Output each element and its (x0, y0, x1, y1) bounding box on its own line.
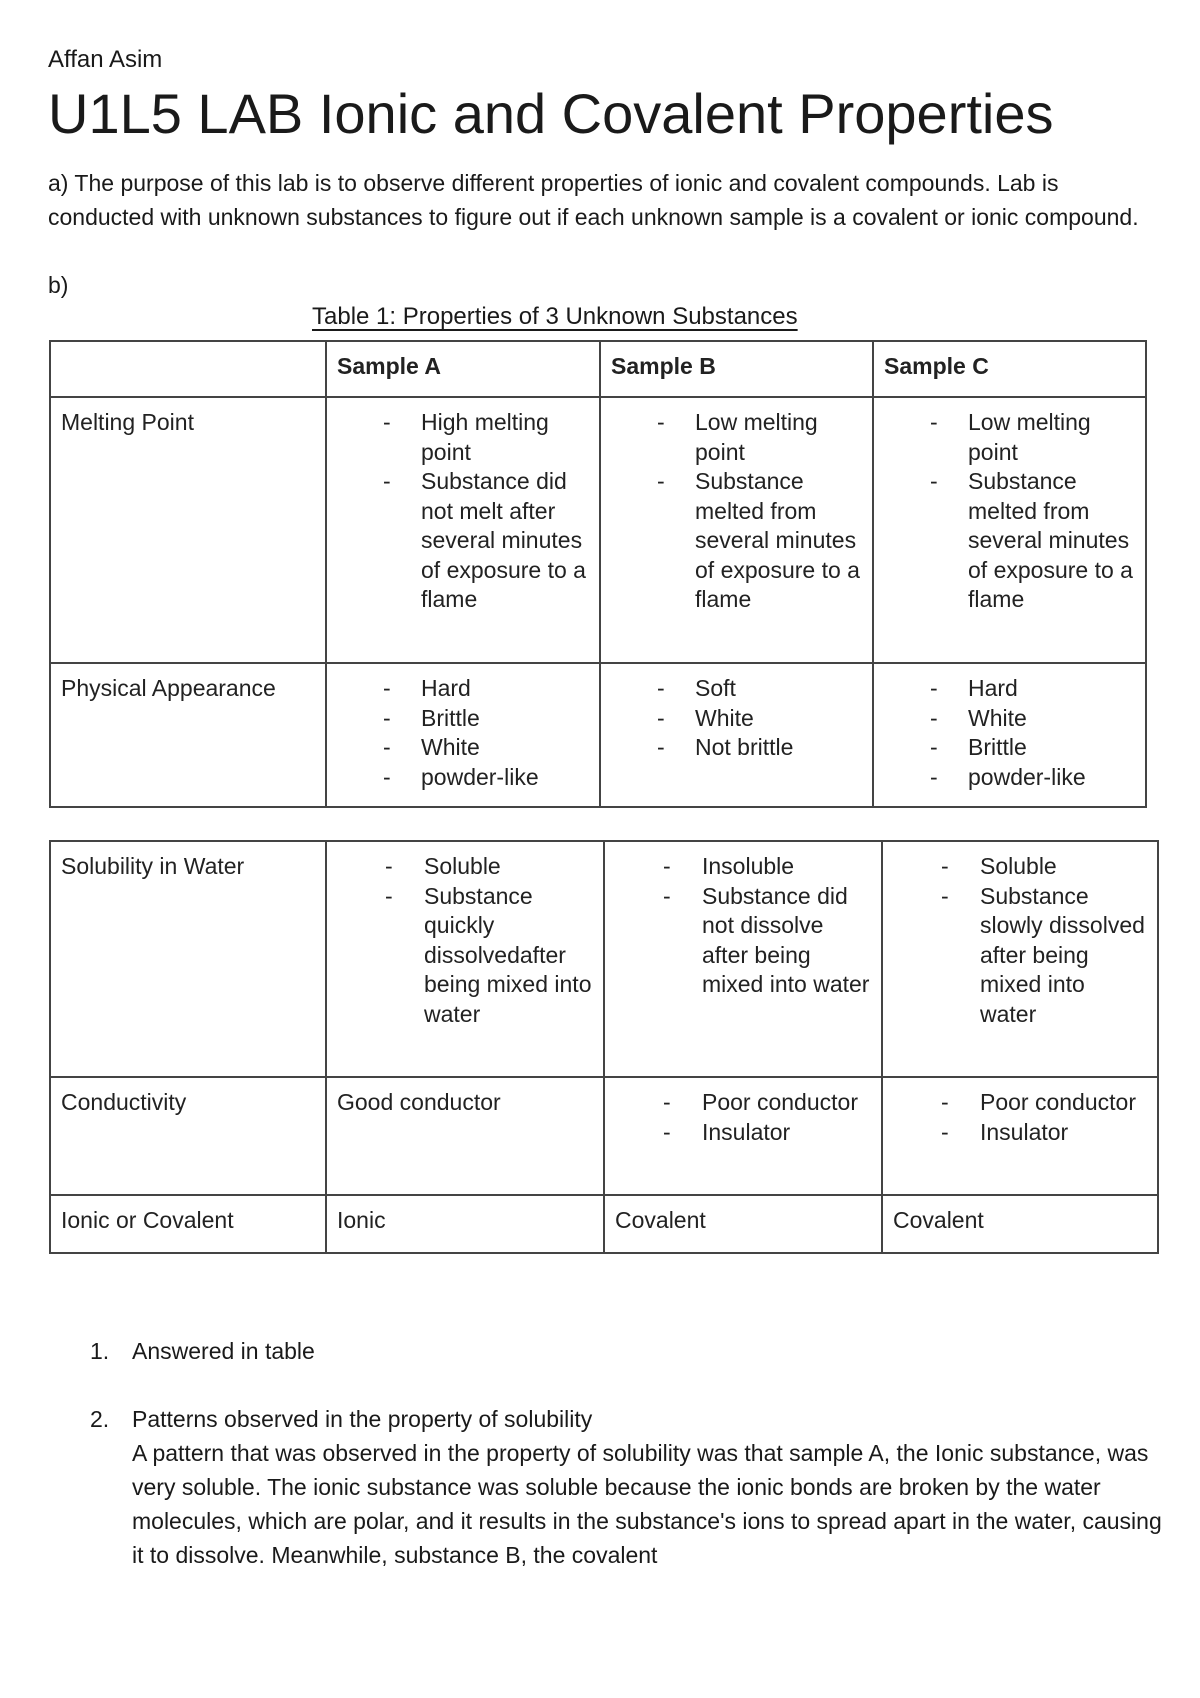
list-item: - powder-like (337, 763, 589, 793)
list-item: - Poor conductor (893, 1088, 1147, 1118)
list-item: - Hard (884, 674, 1135, 704)
row-label-physical-appearance: Physical Appearance (50, 663, 326, 807)
cell-conductivity-a: Good conductor (326, 1077, 604, 1195)
cell-solubility-b (604, 841, 882, 1077)
questions-list (82, 1334, 1162, 1572)
author-name: Affan Asim (48, 46, 163, 73)
purpose-paragraph: a) The purpose of this lab is to observe different properties of ionic and covalent compounds. Lab is conducted with unknown substances to figure out if each unknown sample is a covalent or ionic compound. (48, 170, 1139, 230)
list-item: - Insoluble (615, 852, 871, 882)
table-row-solubility (50, 841, 1158, 1077)
row-label-classification: Ionic or Covalent (50, 1195, 326, 1253)
row-label-solubility: Solubility in Water (50, 841, 326, 1077)
cell-solubility-a (326, 841, 604, 1077)
question-number: 2. (90, 1406, 110, 1432)
header-sample-a: Sample A (326, 341, 600, 397)
list-item: - powder-like (884, 763, 1135, 793)
question-1 (82, 1334, 1162, 1368)
list-item: - Brittle (337, 704, 589, 734)
cell-melting-c (873, 397, 1146, 663)
list-item: - Substance did not dissolve after being mixed into water (615, 882, 871, 1000)
list-item: - Insulator (893, 1118, 1147, 1148)
table-caption: Table 1: Properties of 3 Unknown Substances (312, 303, 798, 330)
cell-appearance-c (873, 663, 1146, 807)
list-item: - Substance quickly dissolvedafter being mixed into water (337, 882, 593, 1030)
cell-classification-b: Covalent (604, 1195, 882, 1253)
question-2 (82, 1402, 1162, 1572)
table-header-row (50, 341, 1146, 397)
cell-appearance-a (326, 663, 600, 807)
cell-appearance-b (600, 663, 873, 807)
list-item: - Low melting point (884, 408, 1135, 467)
list-item: - Substance did not melt after several minutes of exposure to a flame (337, 467, 589, 615)
part-b-label: b) (48, 272, 69, 298)
table-row-melting-point (50, 397, 1146, 663)
list-item: - White (337, 733, 589, 763)
list-item: - Substance slowly dissolved after being mixed into water (893, 882, 1147, 1030)
list-item: - Not brittle (611, 733, 862, 763)
list-item: - Soluble (893, 852, 1147, 882)
question-text: Answered in table (132, 1338, 315, 1364)
list-item: - High melting point (337, 408, 589, 467)
header-sample-b: Sample B (600, 341, 873, 397)
list-item: - Insulator (615, 1118, 871, 1148)
header-empty-cell (50, 341, 326, 397)
question-heading: Patterns observed in the property of solubility (132, 1406, 593, 1432)
list-item: - Soft (611, 674, 862, 704)
row-label-conductivity: Conductivity (50, 1077, 326, 1195)
list-item: - White (884, 704, 1135, 734)
cell-solubility-c (882, 841, 1158, 1077)
list-item: - Hard (337, 674, 589, 704)
cell-melting-a (326, 397, 600, 663)
list-item: - Substance melted from several minutes of exposure to a flame (611, 467, 862, 615)
cell-classification-a: Ionic (326, 1195, 604, 1253)
list-item: - Soluble (337, 852, 593, 882)
table-row-classification (50, 1195, 1158, 1253)
cell-conductivity-c (882, 1077, 1158, 1195)
question-number: 1. (90, 1338, 110, 1364)
table-row-conductivity (50, 1077, 1158, 1195)
list-item: - White (611, 704, 862, 734)
page-title: U1L5 LAB Ionic and Covalent Properties (48, 82, 1054, 145)
header-sample-c: Sample C (873, 341, 1146, 397)
list-item: - Brittle (884, 733, 1135, 763)
table-row-physical-appearance (50, 663, 1146, 807)
list-item: - Low melting point (611, 408, 862, 467)
question-answer: A pattern that was observed in the property of solubility was that sample A, the Ionic substance, was very soluble. The ionic substance was soluble because the ionic bonds are broken by the water molecules, which are polar, and it results in the substance's ions to spread apart in the water, causing it to dissolve. Meanwhile, substance B, the covalent (132, 1440, 1162, 1568)
properties-table-part-1 (49, 340, 1147, 808)
cell-classification-c: Covalent (882, 1195, 1158, 1253)
list-item: - Substance melted from several minutes of exposure to a flame (884, 467, 1135, 615)
list-item: - Poor conductor (615, 1088, 871, 1118)
row-label-melting-point: Melting Point (50, 397, 326, 663)
cell-conductivity-b (604, 1077, 882, 1195)
properties-table-part-2 (49, 840, 1159, 1254)
cell-melting-b (600, 397, 873, 663)
